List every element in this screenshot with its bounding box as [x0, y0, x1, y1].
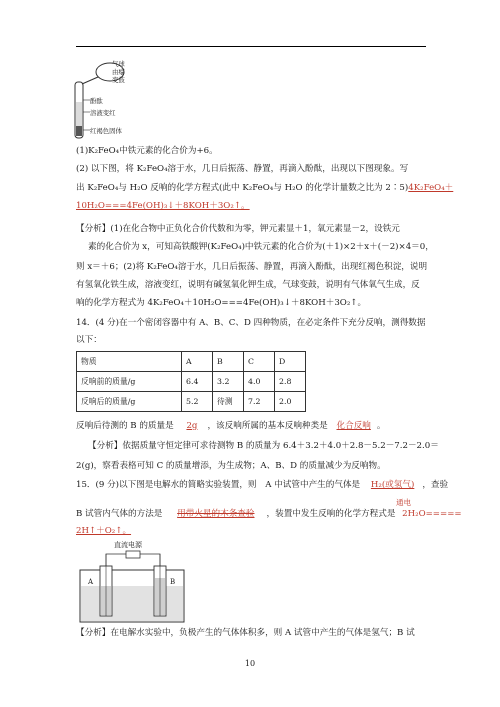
table-cell: 7.2 — [244, 392, 275, 412]
q15-prompt: 15．(9 分)以下图是电解水的简略实验装置，则 — [76, 480, 257, 490]
power-supply-label: 直流电源 — [114, 541, 142, 549]
table-header-cell: A — [182, 352, 213, 372]
table-header-cell: D — [275, 352, 306, 372]
table-cell: 2.8 — [275, 372, 306, 392]
table-cell: 反响前的质量/g — [77, 372, 182, 392]
electrolysis-figure — [76, 540, 188, 626]
tube-a-label: A — [88, 578, 94, 586]
table-row — [77, 372, 306, 392]
question-text: 出 K₂FeO₄与 H₂O 反响的化学方程式(此中 K₂FeO₄与 H₂O 的化学计量数之比为 2∶5) — [76, 183, 409, 193]
mass-table — [76, 351, 306, 412]
table-cell: 5.2 — [182, 392, 213, 412]
page-number: 10 — [244, 659, 256, 668]
answer-1: (1)K₂FeO₄中铁元素的化合价为+6。 — [76, 146, 218, 156]
table-header-cell: 物质 — [77, 352, 182, 372]
label-phenolphthalein: 酚酞 — [90, 97, 103, 105]
analysis-line-3: 则 x＝＋6；(2)将 K₂FeO₄溶于水，几日后振荡、静置，再滴入酚酞，出现红褐色积淀，说明 — [76, 262, 428, 272]
label-balloon: 气球 — [112, 60, 125, 68]
table-cell: 反响后的质量/g — [77, 392, 182, 412]
label-from-flat: 由瘪 — [112, 68, 125, 76]
header-rule — [76, 46, 426, 47]
label-red-brown-solid: 红褐色固体 — [90, 127, 122, 135]
table-row — [77, 392, 306, 412]
question-15-cont — [76, 509, 462, 520]
table-cell: 3.2 — [213, 372, 244, 392]
text-line-3 — [76, 183, 453, 194]
q15-method-prompt: B 试管内气体的方法是 — [76, 509, 163, 519]
table-cell: 4.0 — [244, 372, 275, 392]
answer-method-b: 用带火星的木条查验 — [177, 509, 255, 519]
analysis-14-line-2: 2(g)，察看表格可知 C 的质量增添，为生成物；A、B、D 的质量减少为反响物。 — [76, 461, 386, 471]
table-cell: 待测 — [213, 392, 244, 412]
answer-equation-15: 2H₂O===== — [402, 509, 462, 519]
analysis-line-2: 素的化合价为 x，可知高铁酸钾(K₂FeO₄)中铁元素的化合价为(＋1)×2＋x＋(－2)×4＝0， — [88, 242, 434, 252]
q15-prompt-2: A 中试管中产生的气体是 — [265, 480, 361, 490]
q15-verify: ，查验 — [422, 480, 449, 490]
q14-prompt-2: ，该反响所属的基本反响种类是 — [207, 421, 328, 431]
question-15 — [76, 480, 448, 491]
q14-prompt: 反响后待测的 B 的质量是 — [76, 421, 174, 431]
analysis-line-1: 【分析】(1)在化合物中正负化合价代数和为零，钾元素显＋1，氧元素显－2，设铁元 — [76, 224, 400, 234]
answer-equation-part1: 4K₂FeO₄＋ — [408, 183, 454, 193]
label-bulged: 变鼓 — [112, 76, 125, 84]
text-line-2: (2) 以下图，将 K₂FeO₄溶于水，几日后振荡、静置，再滴入酚酞，出现以下图现象。写 — [76, 164, 409, 174]
answer-equation-15-cont: 2H↑＋O₂↑。 — [76, 526, 132, 536]
analysis-14-line-1: 【分析】依据质量守恒定律可求待测物 B 的质量为 6.4＋3.2＋4.0＋2.8－5.2－7.2－2.0＝ — [88, 441, 439, 451]
table-header-cell: C — [244, 352, 275, 372]
table-cell: 2.0 — [275, 392, 306, 412]
q14-period: 。 — [376, 421, 386, 431]
question-14-cont: 以下： — [76, 335, 102, 345]
table-header-row — [77, 352, 306, 372]
tube-b-label: B — [170, 578, 176, 586]
question-14: 14．(4 分)在一个密闭容器中有 A、B、C、D 四种物质，在必定条件下充分反响，测得数据 — [76, 318, 426, 328]
table-header-cell: B — [213, 352, 244, 372]
balloon-test-tube-figure — [60, 60, 140, 140]
q15-equation-prompt: ，装置中发生反响的化学方程式是 — [266, 509, 396, 519]
answer-reaction-type: 化合反响 — [336, 421, 371, 431]
answer-gas-a: H₂(或氢气) — [370, 480, 415, 490]
condition-electrify: 通电 — [396, 498, 412, 507]
answer-equation-part2: 10H₂O===4Fe(OH)₃↓＋8KOH＋3O₂↑。 — [76, 201, 250, 211]
analysis-15: 【分析】在电解水实验中，负极产生的气体体积多，则 A 试管中产生的气体是氢气；B 试 — [76, 628, 415, 638]
answer-b-mass: 2g — [186, 421, 198, 431]
analysis-line-5: 响的化学方程式为 4K₂FeO₄＋10H₂O===4Fe(OH)₃↓＋8KOH＋3O₂↑。 — [76, 298, 367, 308]
table-cell: 6.4 — [182, 372, 213, 392]
question-14-answer — [76, 421, 386, 432]
label-solution-red: 溶液变红 — [90, 109, 116, 117]
text-line-1 — [76, 146, 218, 157]
analysis-line-4: 有氢氧化铁生成，溶液变红，说明有碱氢氧化钾生成，气球变鼓，说明有气体氧气生成，反 — [76, 280, 420, 290]
